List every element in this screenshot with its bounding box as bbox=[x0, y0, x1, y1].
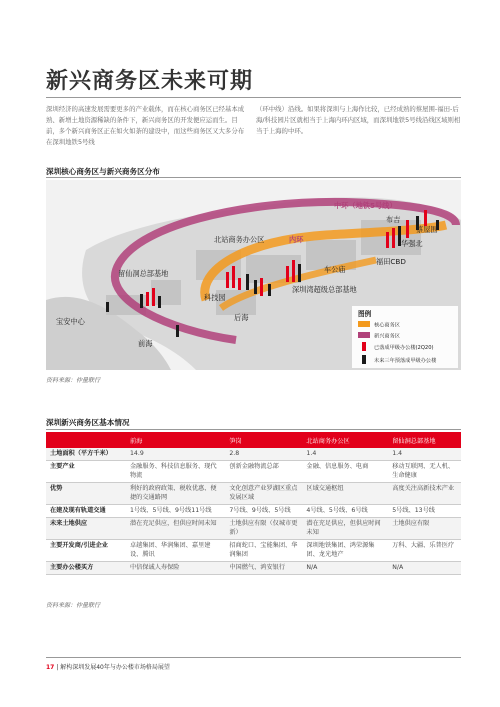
table-cell: 卓越集团、华润集团、嘉里建设、腾讯 bbox=[126, 540, 225, 562]
footer-rule bbox=[46, 657, 461, 658]
table-cell: N/A bbox=[388, 562, 461, 575]
label-liuxiandong: 留仙洞总部基地 bbox=[118, 269, 169, 278]
page-number: 17 bbox=[46, 664, 55, 671]
table-row bbox=[46, 461, 461, 483]
map-legend bbox=[352, 306, 458, 368]
label-zhonghuan: 中环（地铁5号线） bbox=[334, 201, 397, 210]
table-cell: 土地供应有限 bbox=[388, 518, 461, 540]
table-header-cell: 前海 bbox=[126, 432, 225, 448]
table-cell: N/A bbox=[302, 562, 388, 575]
row-header: 主要办公楼买方 bbox=[46, 562, 126, 575]
map-svg bbox=[46, 180, 461, 370]
row-header: 优势 bbox=[46, 483, 126, 505]
table-cell: 创新金融物流总部 bbox=[225, 461, 302, 483]
row-header: 主要产业 bbox=[46, 461, 126, 483]
table-cell: 金融服务、科技信息服务、现代物流 bbox=[126, 461, 225, 483]
footer-separator: | bbox=[56, 664, 61, 671]
table-cell: 深圳地铁集团、鸿荣源集团、龙光地产 bbox=[302, 540, 388, 562]
table-cell: 5号线、13号线 bbox=[388, 505, 461, 518]
legend-core-swatch bbox=[358, 321, 370, 327]
page-footer bbox=[46, 662, 170, 671]
intro-left-column: 深圳经济的高速发展需要更多的产业载体，而在核心商务区已经基本成熟、新增土地资源稀缺的条件下，新兴商务区的开发便应运而生。目前，多个新兴商务区正在如火如荼的建设中，而这些商务区又大多分布在深圳地铁5号线 bbox=[46, 105, 245, 146]
table-cell: 万科、大疆、乐普医疗 bbox=[388, 540, 461, 562]
label-beizhan: 北站商务办公区 bbox=[214, 235, 265, 244]
table-cell: 1.4 bbox=[388, 448, 461, 461]
table-section-title: 深圳新兴商务区基本情况 bbox=[46, 418, 130, 427]
table-row bbox=[46, 483, 461, 505]
table-cell: 中信保诚人寿保险 bbox=[126, 562, 225, 575]
table-header-cell bbox=[46, 432, 126, 448]
legend-title: 图例 bbox=[358, 310, 372, 318]
legend-future: 未来三年预落成甲级办公楼 bbox=[374, 358, 437, 364]
legend-emerging-swatch bbox=[358, 332, 370, 338]
table-cell: 7号线、9号线、5号线 bbox=[225, 505, 302, 518]
map-source: 资料来源：仲量联行 bbox=[46, 377, 101, 384]
footer-text: 解构深圳发展40年与办公楼市场格局展望 bbox=[60, 664, 170, 671]
row-header: 土地面积（平方千米） bbox=[46, 448, 126, 461]
cbd-distribution-map bbox=[46, 180, 461, 370]
table-cell: 区域交通枢纽 bbox=[302, 483, 388, 505]
page-title: 新兴商务区未来可期 bbox=[46, 69, 254, 94]
table-cell: 文化创意产业罗湖区重点发展区域 bbox=[225, 483, 302, 505]
label-neihuan: 内环 bbox=[289, 235, 304, 244]
label-kejiyuan: 科技园 bbox=[204, 293, 226, 302]
table-row bbox=[46, 562, 461, 575]
map-section-title: 深圳核心商务区与新兴商务区分布 bbox=[46, 167, 160, 176]
row-header: 未来土地供应 bbox=[46, 518, 126, 540]
table-row bbox=[46, 518, 461, 540]
table-cell: 土地供应有限（仅城市更新） bbox=[225, 518, 302, 540]
intro-right-column: （环中线）沿线。如果将深圳与上海作比较，已经成熟的蔡屋围-福田-后海/科技园片区就相当于上海内环内区域，而深圳地铁5号线沿线区域则相当于上海的中环。 bbox=[256, 105, 461, 135]
table-cell: 14.9 bbox=[126, 448, 225, 461]
table-header-cell: 笋岗 bbox=[225, 432, 302, 448]
table-cell: 高度关注高新技术产业 bbox=[388, 483, 461, 505]
row-header: 在建及现有轨道交通 bbox=[46, 505, 126, 518]
table-cell: 中国燃气、鸿安银行 bbox=[225, 562, 302, 575]
table-header-row bbox=[46, 432, 461, 448]
emerging-cbd-table bbox=[46, 432, 461, 575]
table-cell: 1号线、5号线、9号线11号线 bbox=[126, 505, 225, 518]
table-cell: 利好的政府政策、税收优惠、便捷的交通路网 bbox=[126, 483, 225, 505]
table-cell: 金融、信息服务、电商 bbox=[302, 461, 388, 483]
map-section-rule bbox=[46, 177, 461, 178]
label-baoan: 宝安中心 bbox=[56, 317, 85, 326]
row-header: 主要开发商/引进企业 bbox=[46, 540, 126, 562]
title-rule bbox=[46, 97, 461, 98]
legend-core: 核心商务区 bbox=[374, 322, 400, 329]
table-cell: 招商蛇口、宝能集团、华润集团 bbox=[225, 540, 302, 562]
table-row bbox=[46, 505, 461, 518]
label-huaqiangbei: 华强北 bbox=[401, 239, 423, 248]
table-cell: 1.4 bbox=[302, 448, 388, 461]
table-cell: 潜在充足供应，但供应时间未知 bbox=[302, 518, 388, 540]
legend-future-swatch bbox=[362, 355, 366, 364]
table-cell: 2.8 bbox=[225, 448, 302, 461]
legend-emerging: 新兴商务区 bbox=[374, 333, 400, 340]
table-cell: 移动互联网、无人机、生命健康 bbox=[388, 461, 461, 483]
label-chegongmiao: 车公庙 bbox=[324, 265, 346, 274]
table-section-rule bbox=[46, 429, 461, 430]
table-source: 资料来源：仲量联行 bbox=[46, 602, 101, 609]
table-row bbox=[46, 540, 461, 562]
label-qianhai: 前海 bbox=[138, 339, 153, 348]
table-cell: 潜在充足供应，但供应时间未知 bbox=[126, 518, 225, 540]
table-cell: 4号线、5号线、6号线 bbox=[302, 505, 388, 518]
label-buji: 布吉 bbox=[386, 215, 401, 224]
table-row bbox=[46, 448, 461, 461]
label-shenzhenwan: 深圳湾超级总部基地 bbox=[292, 285, 357, 294]
label-futian-cbd: 福田CBD bbox=[376, 257, 406, 266]
legend-existing-swatch bbox=[362, 342, 366, 351]
table-header-cell: 北站商务办公区 bbox=[302, 432, 388, 448]
legend-existing: 已落成甲级办公楼(2Q20) bbox=[374, 345, 434, 351]
table-header-cell: 留仙洞总部基地 bbox=[388, 432, 461, 448]
label-caiwuwei: 蔡屋围 bbox=[416, 225, 438, 234]
label-houhai: 后海 bbox=[234, 313, 249, 322]
